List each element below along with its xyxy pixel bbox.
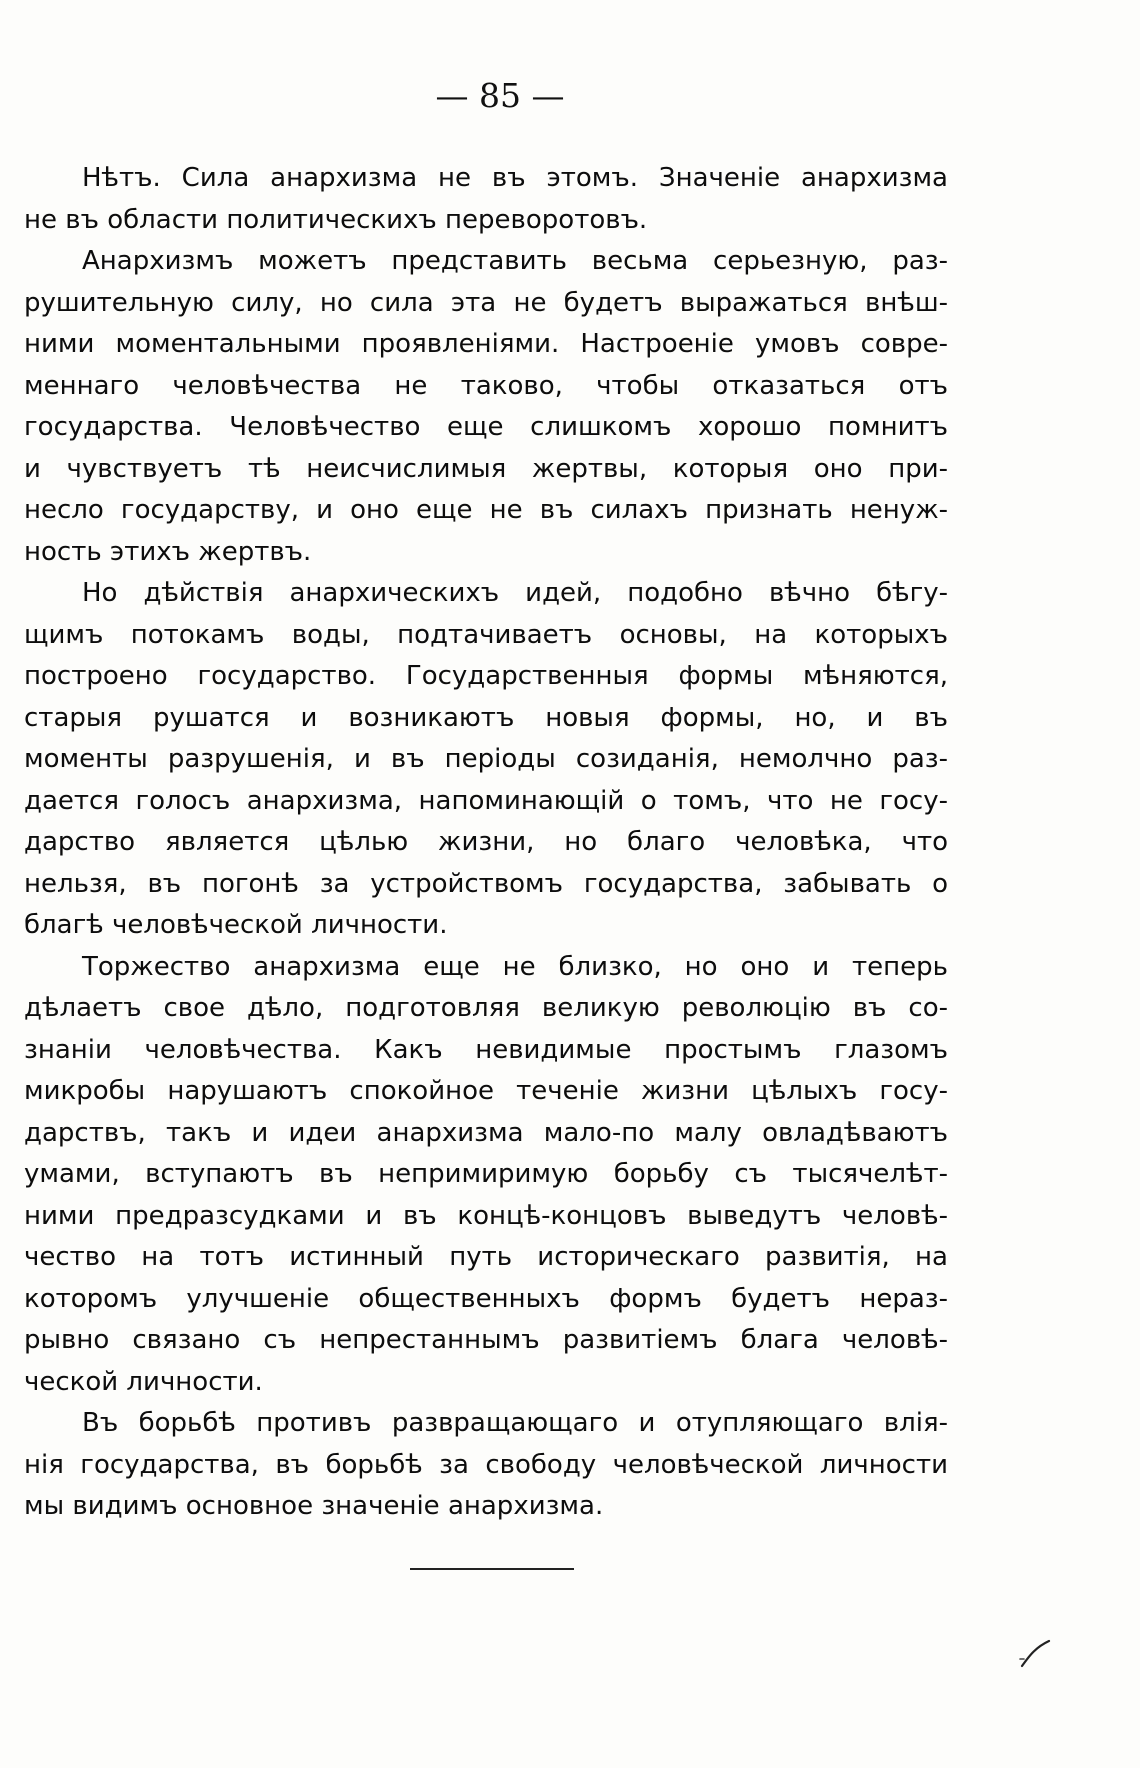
text-line: ческой личности. [24, 1366, 263, 1397]
body-text [24, 158, 948, 1528]
paragraph-2 [24, 241, 948, 573]
text-line: Торжество анархизма еще не близко, но оно и теперь [82, 951, 948, 982]
text-line: Нѣтъ. Сила анархизма не въ этомъ. Значеніе анархизма [82, 163, 948, 193]
text-line: нія государства, въ борьбѣ за свободу человѣческой личности [24, 1449, 948, 1480]
text-line: рывно связано съ непрестаннымъ развитіемъ блага человѣ- [24, 1325, 948, 1355]
text-line: моменты разрушенія, и въ періоды созиданія, немолчно раз- [24, 744, 948, 774]
text-line: ними предразсудками и въ концѣ-концовъ выведутъ человѣ- [24, 1200, 948, 1231]
text-line: построено государство. Государственныя формы мѣняются, [24, 661, 948, 691]
text-line: благѣ человѣческой личности. [24, 910, 448, 940]
text-line: дарствъ, такъ и идеи анархизма мало-по малу овладѣваютъ [24, 1117, 948, 1148]
paragraph-4 [24, 947, 948, 1404]
text-line: мы видимъ основное значеніе анархизма. [24, 1491, 604, 1521]
pen-mark [1018, 1638, 1052, 1668]
text-line: рушительную силу, но сила эта не будетъ выражаться внѣш- [24, 287, 948, 318]
text-line: не въ области политическихъ переворотовъ. [24, 204, 648, 235]
text-line: которомъ улучшеніе общественныхъ формъ будетъ нераз- [24, 1283, 948, 1314]
page-number: — 85 — [435, 76, 565, 115]
text-line: Анархизмъ можетъ представить весьма серьезную, раз- [82, 246, 948, 276]
text-line: щимъ потокамъ воды, подтачиваетъ основы, на которыхъ [24, 619, 948, 650]
text-line: дается голосъ анархизма, напоминающій о томъ, что не госу- [24, 785, 948, 816]
text-line: дарство является цѣлью жизни, но благо человѣка, что [24, 827, 948, 857]
paragraph-3 [24, 573, 948, 947]
text-line: чество на тотъ истинный путь историческаго развитія, на [24, 1242, 948, 1272]
text-line: нельзя, въ погонѣ за устройствомъ государства, забывать о [24, 868, 948, 899]
text-line: старыя рушатся и возникаютъ новыя формы, но, и въ [24, 702, 948, 733]
text-line: меннаго человѣчества не таково, чтобы отказаться отъ [24, 370, 948, 401]
end-of-chapter-rule [410, 1568, 574, 1570]
text-line: дѣлаетъ свое дѣло, подготовляя великую революцію въ со- [24, 993, 948, 1023]
text-line: умами, вступаютъ въ непримиримую борьбу съ тысячелѣт- [24, 1159, 948, 1189]
paragraph-5 [24, 1403, 948, 1528]
text-line: Въ борьбѣ противъ развращающаго и отупляющаго влія- [82, 1408, 948, 1438]
paragraph-1 [24, 158, 948, 241]
text-line: и чувствуетъ тѣ неисчислимыя жертвы, которыя оно при- [24, 453, 948, 484]
text-line: Но дѣйствія анархическихъ идей, подобно вѣчно бѣгу- [82, 578, 948, 608]
text-line: знаніи человѣчества. Какъ невидимые простымъ глазомъ [24, 1034, 948, 1065]
text-line: государства. Человѣчество еще слишкомъ хорошо помнитъ [24, 412, 948, 442]
text-line: ность этихъ жертвъ. [24, 536, 312, 567]
text-line: ними моментальными проявленіями. Настроеніе умовъ совре- [24, 329, 948, 359]
text-line: несло государству, и оно еще не въ силахъ признать ненуж- [24, 495, 948, 525]
text-line: микробы нарушаютъ спокойное теченіе жизни цѣлыхъ госу- [24, 1076, 948, 1106]
